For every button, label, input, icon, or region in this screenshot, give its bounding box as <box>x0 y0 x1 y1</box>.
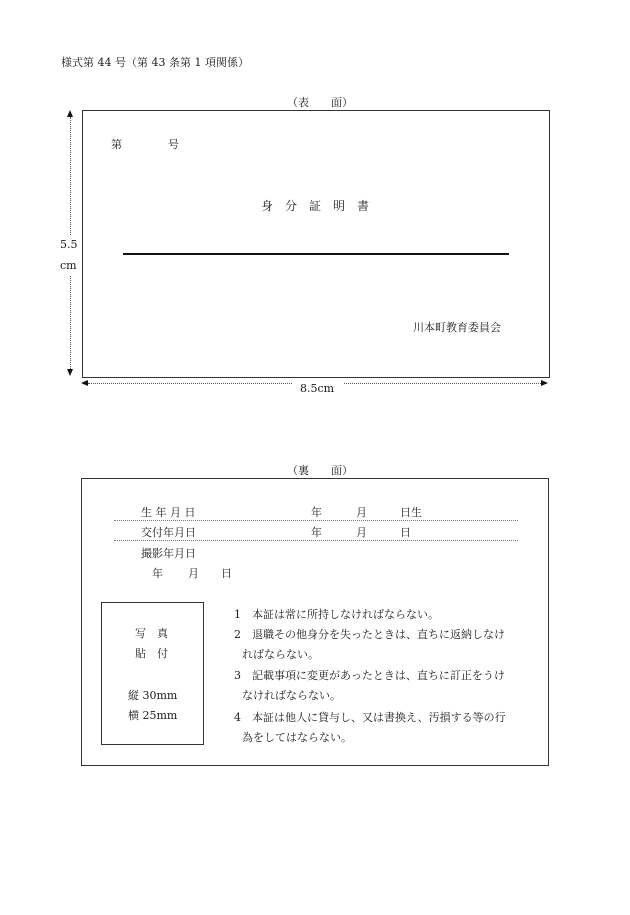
width-label: 8.5cm <box>300 382 335 395</box>
note-line: 2 退職その他身分を失ったときは、直ちに返納しなけ <box>234 628 505 641</box>
photo-line1: 写 真 <box>135 627 168 640</box>
height-value: 5.5 <box>60 238 78 251</box>
photo-date-year: 年 <box>152 567 163 580</box>
issue-year: 年 <box>311 526 322 539</box>
height-dimension-line-bottom <box>70 276 71 369</box>
issuer-name: 川本町教育委員会 <box>413 321 501 334</box>
note-line: 4 本証は他人に貸与し、又は書換え、汚損する等の行 <box>234 711 506 724</box>
front-label: （表 面） <box>287 96 353 109</box>
number-suffix: 号 <box>168 138 179 151</box>
note-line: なければならない。 <box>242 689 341 702</box>
issue-date-label: 交付年月日 <box>141 526 196 539</box>
photo-date-label: 撮影年月日 <box>141 547 196 560</box>
note-line: ればならない。 <box>242 648 319 661</box>
back-label: （裏 面） <box>287 464 353 477</box>
arrow-up-icon <box>67 110 73 117</box>
width-dimension-line-left <box>88 383 292 384</box>
width-dimension-line-right <box>344 383 541 384</box>
height-dimension-line-top <box>70 117 71 235</box>
issue-date-underline <box>114 540 518 541</box>
note-line: 1 本証は常に所持しなければならない。 <box>234 608 439 621</box>
issue-month: 月 <box>356 526 367 539</box>
birth-day: 日生 <box>400 506 422 519</box>
number-prefix: 第 <box>111 138 122 151</box>
birth-date-underline <box>114 520 518 521</box>
issue-day: 日 <box>400 526 411 539</box>
photo-placeholder <box>101 602 204 745</box>
note-line: 3 記載事項に変更があったときは、直ちに訂正をうけ <box>234 669 505 682</box>
card-title: 身分証明書 <box>261 199 382 213</box>
id-card-back <box>81 478 549 766</box>
arrow-left-icon <box>81 380 88 386</box>
photo-width: 横 25mm <box>128 709 178 722</box>
photo-date-month: 月 <box>188 567 199 580</box>
birth-year: 年 <box>311 506 322 519</box>
photo-height: 縦 30mm <box>128 689 178 702</box>
height-unit: cm <box>60 259 77 272</box>
birth-date-label: 生 年 月 日 <box>141 506 196 519</box>
photo-date-day: 日 <box>221 567 232 580</box>
form-title: 様式第 44 号（第 43 条第 1 項関係） <box>61 56 249 69</box>
name-line <box>123 253 509 255</box>
note-line: 為をしてはならない。 <box>242 731 352 744</box>
photo-line2: 貼 付 <box>135 647 168 660</box>
arrow-right-icon <box>541 380 548 386</box>
arrow-down-icon <box>67 369 73 376</box>
birth-month: 月 <box>356 506 367 519</box>
id-card-front <box>82 110 550 378</box>
